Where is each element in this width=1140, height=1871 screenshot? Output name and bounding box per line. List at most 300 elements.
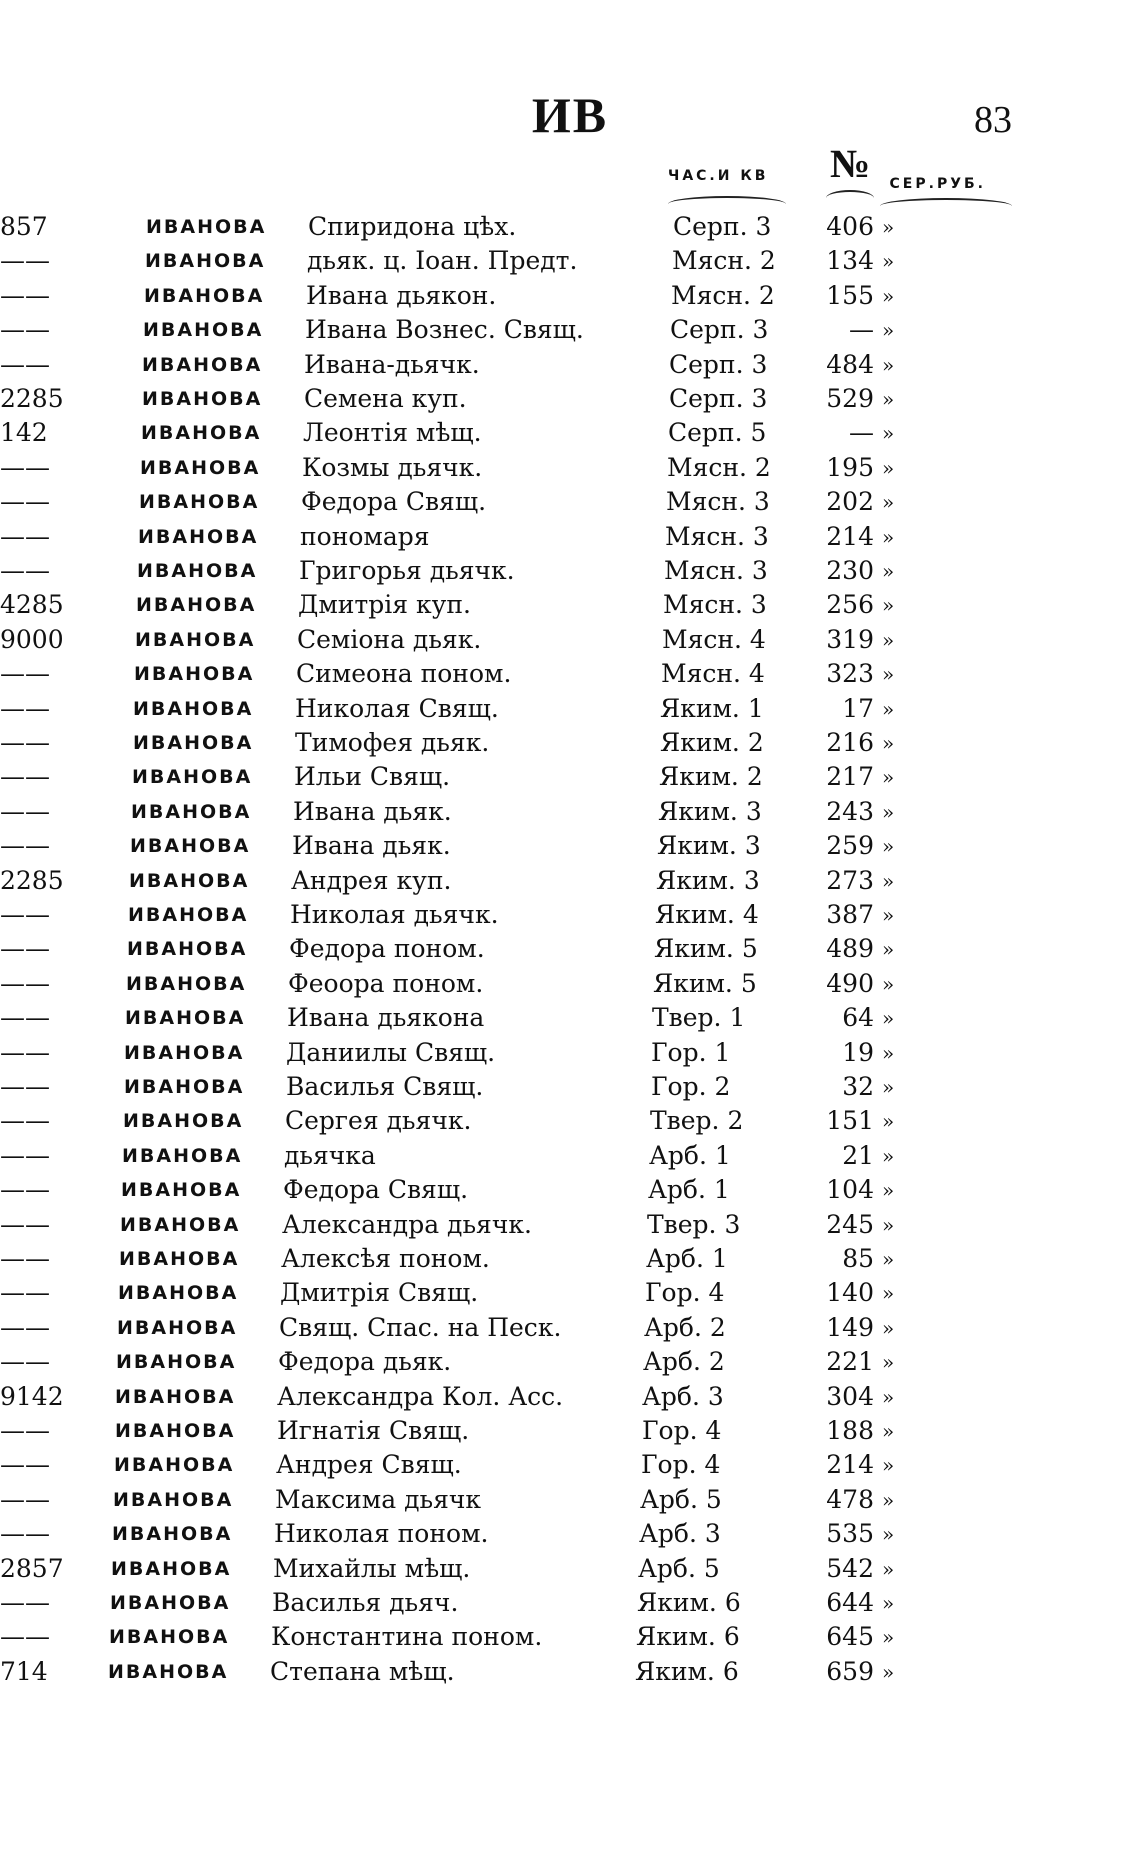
entry-part: Гор. 4 (645, 1278, 725, 1308)
entry-part: Гор. 4 (641, 1450, 721, 1480)
brace-number (826, 190, 874, 206)
entry-rubles: —— (0, 1519, 50, 1549)
entry-part: Арб. 3 (642, 1381, 724, 1411)
entry-separator: » (882, 1143, 895, 1168)
entry-separator: » (882, 971, 895, 996)
entry-person: Дмитрія Свящ. (280, 1278, 479, 1308)
entry-separator: » (882, 662, 895, 687)
table-row (0, 1242, 1140, 1276)
table-row (0, 1380, 1140, 1414)
column-header-rubles: СЕР.РУБ. (889, 176, 986, 192)
entry-part: Серп. 3 (673, 212, 772, 241)
entry-separator: » (882, 903, 895, 927)
column-header-number: № (830, 141, 871, 186)
entry-rubles: —— (0, 1175, 50, 1205)
entry-surname: ИВАНОВА (109, 1626, 230, 1649)
entry-person: Федора дьяк. (278, 1347, 452, 1377)
entry-house-number: 151 (826, 1106, 874, 1136)
entry-separator: » (882, 1453, 895, 1478)
entry-part: Яким. 6 (637, 1588, 741, 1617)
entry-person: Семіона дьяк. (297, 624, 482, 654)
table-row (0, 829, 1140, 863)
table-row (0, 932, 1140, 966)
entry-person: Федора Свящ. (301, 487, 487, 517)
entry-rubles: —— (0, 900, 50, 929)
entry-house-number: 230 (826, 556, 874, 585)
entry-separator: » (882, 318, 895, 343)
entry-separator: » (882, 387, 895, 411)
entry-surname: ИВАНОВА (114, 1454, 235, 1477)
entry-part: Арб. 1 (646, 1244, 728, 1273)
entry-house-number: 478 (826, 1484, 874, 1514)
entry-rubles: —— (0, 1588, 50, 1617)
table-row (0, 382, 1140, 416)
entry-rubles: 9142 (0, 1381, 64, 1411)
entry-part: Мясн. 2 (667, 452, 771, 482)
entry-person: Николая поном. (274, 1519, 489, 1549)
entry-separator: » (882, 627, 895, 652)
entry-part: Твер. 1 (652, 1003, 746, 1033)
entry-person: Андрея Свящ. (276, 1450, 462, 1480)
entry-rubles: —— (0, 693, 50, 723)
entry-part: Яким. 3 (656, 865, 760, 895)
entry-surname: ИВАНОВА (116, 1351, 237, 1374)
entry-surname: ИВАНОВА (113, 1488, 234, 1511)
table-row (0, 485, 1140, 519)
table-row (0, 1104, 1140, 1138)
entry-separator: » (882, 1625, 895, 1650)
table-row (0, 520, 1140, 554)
table-row (0, 760, 1140, 794)
entry-person: Ильи Свящ. (294, 762, 451, 792)
entry-person: Ивана дьякон. (306, 280, 497, 310)
entry-surname: ИВАНОВА (130, 835, 251, 858)
entry-rubles: —— (0, 1622, 50, 1652)
entry-part: Серп. 3 (669, 384, 768, 413)
entry-surname: ИВАНОВА (143, 319, 264, 342)
entry-house-number: 645 (826, 1622, 874, 1652)
table-row (0, 554, 1140, 588)
entry-rubles: —— (0, 1003, 50, 1033)
table-row (0, 1311, 1140, 1345)
entry-person: Максима дьячк (275, 1484, 482, 1514)
entry-separator: » (882, 1556, 895, 1581)
entry-part: Яким. 4 (655, 900, 759, 929)
table-row (0, 726, 1140, 760)
entry-rubles: 2285 (0, 865, 64, 895)
entry-rubles: —— (0, 1072, 50, 1101)
entry-person: Федора поном. (289, 934, 485, 964)
entry-surname: ИВАНОВА (131, 800, 252, 823)
table-row (0, 1448, 1140, 1482)
entry-part: Арб. 3 (639, 1519, 721, 1549)
entry-house-number: 319 (826, 624, 874, 654)
entry-person: Василья дьяч. (272, 1588, 459, 1617)
table-row (0, 1276, 1140, 1310)
entry-part: Яким. 3 (657, 831, 761, 861)
table-row (0, 348, 1140, 382)
entry-house-number: 542 (826, 1553, 874, 1583)
entry-house-number: 529 (826, 384, 874, 413)
table-row (0, 1208, 1140, 1242)
entry-part: Серп. 5 (668, 418, 767, 448)
entry-house-number: 387 (826, 900, 874, 929)
table-row (0, 1552, 1140, 1586)
entry-separator: » (882, 421, 895, 446)
table-row (0, 1173, 1140, 1207)
entry-house-number: 149 (826, 1312, 874, 1342)
entry-part: Серп. 3 (669, 349, 768, 379)
entry-person: Алексѣя поном. (281, 1244, 490, 1273)
entry-part: Твер. 3 (647, 1209, 741, 1239)
entry-house-number: 245 (826, 1209, 874, 1239)
page-number: 83 (974, 99, 1012, 141)
entry-surname: ИВАНОВА (126, 972, 247, 995)
table-row (0, 692, 1140, 726)
entry-separator: » (882, 1384, 895, 1409)
entry-separator: » (882, 1522, 895, 1547)
entry-part: Яким. 1 (660, 693, 764, 723)
entry-separator: » (882, 1247, 895, 1271)
entry-surname: ИВАНОВА (121, 1179, 242, 1202)
entry-part: Арб. 5 (638, 1553, 720, 1583)
entry-separator: » (882, 215, 895, 239)
entry-surname: ИВАНОВА (145, 250, 266, 273)
entry-house-number: 32 (842, 1072, 874, 1101)
entry-house-number: 64 (842, 1003, 874, 1033)
entry-surname: ИВАНОВА (118, 1282, 239, 1305)
entry-separator: » (882, 524, 895, 549)
table-row (0, 1483, 1140, 1517)
entry-part: Яким. 3 (658, 796, 762, 826)
entry-surname: ИВАНОВА (135, 628, 256, 651)
entry-house-number: 323 (826, 659, 874, 689)
entry-house-number: 535 (826, 1519, 874, 1549)
table-row (0, 588, 1140, 622)
entry-separator: » (882, 593, 895, 618)
entry-part: Мясн. 4 (662, 624, 766, 654)
entry-surname: ИВАНОВА (129, 869, 250, 892)
entry-part: Яким. 2 (659, 762, 763, 792)
entry-person: Григорья дьячк. (299, 556, 515, 585)
table-row (0, 451, 1140, 485)
entry-separator: » (882, 1281, 895, 1306)
entry-house-number: 155 (826, 280, 874, 310)
entry-rubles: —— (0, 934, 50, 964)
entry-surname: ИВАНОВА (132, 766, 253, 789)
entry-person: Ивана Вознес. Свящ. (305, 315, 584, 345)
entry-rubles: 857 (0, 212, 48, 241)
entry-person: дьячка (284, 1140, 376, 1170)
entry-surname: ИВАНОВА (133, 697, 254, 720)
entry-rubles: —— (0, 1484, 50, 1514)
entry-house-number: 214 (826, 1450, 874, 1480)
entry-part: Яким. 5 (654, 934, 758, 964)
entry-surname: ИВАНОВА (141, 422, 262, 445)
entry-person: Симеона поном. (296, 659, 512, 689)
entry-house-number: 140 (826, 1278, 874, 1308)
entry-separator: » (882, 283, 895, 308)
table-row (0, 1414, 1140, 1448)
entry-person: Даниилы Свящ. (286, 1037, 496, 1067)
entry-house-number: 644 (826, 1588, 874, 1617)
entry-person: Александра Кол. Асс. (277, 1381, 564, 1411)
entry-surname: ИВАНОВА (142, 388, 263, 410)
entry-separator: » (882, 559, 895, 583)
entry-surname: ИВАНОВА (138, 525, 259, 548)
entry-part: Мясн. 3 (666, 487, 770, 517)
entry-person: Николая Свящ. (295, 693, 499, 723)
entry-rubles: —— (0, 556, 50, 585)
entry-rubles: —— (0, 1140, 50, 1170)
entry-separator: » (882, 1419, 895, 1443)
entry-person: Козмы дьячк. (302, 452, 483, 482)
entry-part: Яким. 6 (635, 1656, 739, 1686)
entry-person: Андрея куп. (291, 865, 452, 895)
entry-house-number: 221 (826, 1347, 874, 1377)
entry-part: Яким. 5 (653, 968, 757, 998)
entry-surname: ИВАНОВА (144, 284, 265, 307)
entry-house-number: 490 (826, 968, 874, 998)
entry-house-number: 216 (826, 728, 874, 757)
entry-part: Гор. 4 (642, 1416, 722, 1445)
page-heading: ИВ (531, 87, 609, 143)
entry-separator: » (882, 937, 895, 962)
column-header-part: ЧАС.И КВ (668, 168, 769, 184)
entry-surname: ИВАНОВА (111, 1557, 232, 1580)
entry-rubles: —— (0, 1037, 50, 1067)
entry-rubles: —— (0, 521, 50, 551)
entry-part: Арб. 5 (640, 1484, 722, 1514)
entry-person: Федора Свящ. (283, 1175, 469, 1205)
entry-surname: ИВАНОВА (137, 560, 258, 582)
entry-rubles: —— (0, 487, 50, 517)
entry-rubles: —— (0, 452, 50, 482)
entry-person: Свящ. Спас. на Песк. (279, 1312, 562, 1342)
entry-house-number: 195 (826, 452, 874, 482)
entry-house-number: 104 (826, 1175, 874, 1205)
entry-house-number: 19 (842, 1037, 874, 1067)
entry-surname: ИВАНОВА (134, 663, 255, 686)
entry-part: Мясн. 4 (661, 659, 765, 689)
entry-rubles: —— (0, 1312, 50, 1342)
entry-separator: » (882, 834, 895, 859)
entry-house-number: 256 (826, 590, 874, 620)
table-row (0, 898, 1140, 932)
entry-surname: ИВАНОВА (136, 594, 257, 617)
entry-surname: ИВАНОВА (115, 1420, 236, 1442)
entry-part: Арб. 2 (643, 1347, 725, 1377)
entry-house-number: 134 (826, 246, 874, 276)
table-row (0, 623, 1140, 657)
entry-surname: ИВАНОВА (110, 1592, 231, 1614)
entry-house-number: 489 (826, 934, 874, 964)
entry-person: Феоора поном. (288, 968, 484, 998)
table-row (0, 416, 1140, 450)
entry-surname: ИВАНОВА (122, 1144, 243, 1167)
entry-separator: » (882, 765, 895, 790)
entry-rubles: 142 (0, 418, 48, 448)
table-row (0, 1139, 1140, 1173)
entry-part: Серп. 3 (670, 315, 769, 345)
entry-rubles: —— (0, 1416, 50, 1445)
entry-rubles: 4285 (0, 590, 64, 620)
entry-rubles: —— (0, 246, 50, 276)
table-row (0, 1036, 1140, 1070)
entry-person: Ивана дьякона (287, 1003, 485, 1033)
entry-surname: ИВАНОВА (115, 1385, 236, 1408)
entry-rubles: —— (0, 1244, 50, 1273)
entry-house-number: 85 (842, 1244, 874, 1273)
entry-person: Ивана-дьячк. (304, 349, 480, 379)
table-row (0, 210, 1140, 244)
entry-house-number: 243 (826, 796, 874, 826)
table-row (0, 967, 1140, 1001)
entry-person: Константина поном. (271, 1622, 543, 1652)
entry-surname: ИВАНОВА (139, 491, 260, 514)
entry-rubles: 2285 (0, 384, 64, 413)
entry-separator: » (882, 731, 895, 755)
entry-part: Мясн. 3 (665, 521, 769, 551)
entry-part: Мясн. 3 (664, 556, 768, 585)
entry-person: Дмитрія куп. (298, 590, 471, 620)
entry-person: пономаря (300, 521, 430, 551)
entry-person: Леонтія мѣщ. (303, 418, 482, 448)
entry-rubles: —— (0, 1450, 50, 1480)
entry-house-number: 21 (842, 1140, 874, 1170)
entry-house-number: — (849, 418, 874, 448)
entry-separator: » (882, 1659, 895, 1684)
entry-person: Тимофея дьяк. (295, 728, 490, 757)
table-row (0, 244, 1140, 278)
entry-house-number: 659 (826, 1656, 874, 1686)
entry-part: Яким. 2 (660, 728, 764, 757)
entry-surname: ИВАНОВА (142, 353, 263, 376)
entry-surname: ИВАНОВА (124, 1076, 245, 1098)
table-row (0, 1586, 1140, 1620)
entry-house-number: 273 (826, 865, 874, 895)
entry-house-number: 406 (826, 212, 874, 241)
entry-rubles: —— (0, 1209, 50, 1239)
table-row (0, 313, 1140, 347)
entry-surname: ИВАНОВА (120, 1213, 241, 1236)
entry-person: Игнатія Свящ. (277, 1416, 470, 1445)
entry-part: Гор. 1 (651, 1037, 731, 1067)
entry-person: дьяк. ц. Іоан. Предт. (307, 246, 578, 276)
table-row (0, 795, 1140, 829)
table-row (0, 657, 1140, 691)
entry-separator: » (882, 868, 895, 893)
entry-person: Ивана дьяк. (293, 796, 452, 826)
entry-rubles: —— (0, 762, 50, 792)
entry-separator: » (882, 1487, 895, 1512)
entry-separator: » (882, 1350, 895, 1375)
entry-person: Александра дьячк. (282, 1209, 532, 1239)
entry-rubles: —— (0, 968, 50, 998)
entry-house-number: — (849, 315, 874, 345)
entry-rubles: 2857 (0, 1553, 64, 1583)
entry-part: Арб. 2 (644, 1312, 726, 1342)
entry-surname: ИВАНОВА (125, 1007, 246, 1030)
entry-separator: » (882, 696, 895, 721)
entry-rubles: —— (0, 1106, 50, 1136)
table-row (0, 279, 1140, 313)
entry-separator: » (882, 490, 895, 515)
entry-rubles: —— (0, 1278, 50, 1308)
entry-rubles: —— (0, 796, 50, 826)
entry-separator: » (882, 799, 895, 824)
entry-separator: » (882, 1212, 895, 1237)
entry-surname: ИВАНОВА (127, 938, 248, 961)
entry-house-number: 304 (826, 1381, 874, 1411)
entry-separator: » (882, 455, 895, 480)
entry-rubles: —— (0, 1347, 50, 1377)
entry-surname: ИВАНОВА (112, 1523, 233, 1546)
entry-surname: ИВАНОВА (140, 456, 261, 479)
entry-rubles: 9000 (0, 624, 64, 654)
entry-rubles: —— (0, 280, 50, 310)
entry-surname: ИВАНОВА (108, 1660, 229, 1683)
entry-separator: » (882, 1109, 895, 1134)
entry-person: Василья Свящ. (286, 1072, 484, 1101)
entry-person: Степана мѣщ. (270, 1656, 455, 1686)
entry-house-number: 17 (842, 693, 874, 723)
table-row (0, 1001, 1140, 1035)
entry-surname: ИВАНОВА (128, 904, 249, 926)
entry-separator: » (882, 1315, 895, 1340)
entry-separator: » (882, 1591, 895, 1615)
entry-separator: » (882, 1178, 895, 1203)
entry-surname: ИВАНОВА (146, 216, 267, 238)
entry-surname: ИВАНОВА (119, 1248, 240, 1270)
entry-rubles: —— (0, 659, 50, 689)
entry-surname: ИВАНОВА (133, 732, 254, 754)
entry-part: Гор. 2 (651, 1072, 731, 1101)
table-row (0, 1070, 1140, 1104)
entry-house-number: 214 (826, 521, 874, 551)
table-row (0, 1655, 1140, 1689)
table-row (0, 1620, 1140, 1654)
entry-surname: ИВАНОВА (117, 1316, 238, 1339)
entry-part: Арб. 1 (648, 1175, 730, 1205)
entry-house-number: 188 (826, 1416, 874, 1445)
entry-house-number: 259 (826, 831, 874, 861)
entry-part: Яким. 6 (636, 1622, 740, 1652)
entry-part: Мясн. 2 (672, 246, 776, 276)
entry-rubles: —— (0, 831, 50, 861)
entry-house-number: 484 (826, 349, 874, 379)
table-row (0, 1345, 1140, 1379)
entry-separator: » (882, 249, 895, 274)
entry-rubles: —— (0, 349, 50, 379)
entry-separator: » (882, 1075, 895, 1099)
entry-person: Ивана дьяк. (292, 831, 451, 861)
entry-surname: ИВАНОВА (124, 1041, 245, 1064)
entry-house-number: 217 (826, 762, 874, 792)
entry-rubles: —— (0, 728, 50, 757)
entry-separator: » (882, 1006, 895, 1031)
entry-house-number: 202 (826, 487, 874, 517)
entry-rubles: —— (0, 315, 50, 345)
entry-person: Николая дьячк. (290, 900, 499, 929)
entry-separator: » (882, 352, 895, 377)
entry-separator: » (882, 1040, 895, 1065)
entry-surname: ИВАНОВА (123, 1110, 244, 1133)
entry-person: Михайлы мѣщ. (273, 1553, 471, 1583)
entry-person: Семена куп. (304, 384, 467, 413)
entry-part: Арб. 1 (649, 1140, 731, 1170)
entry-person: Спиридона цѣх. (308, 212, 517, 241)
